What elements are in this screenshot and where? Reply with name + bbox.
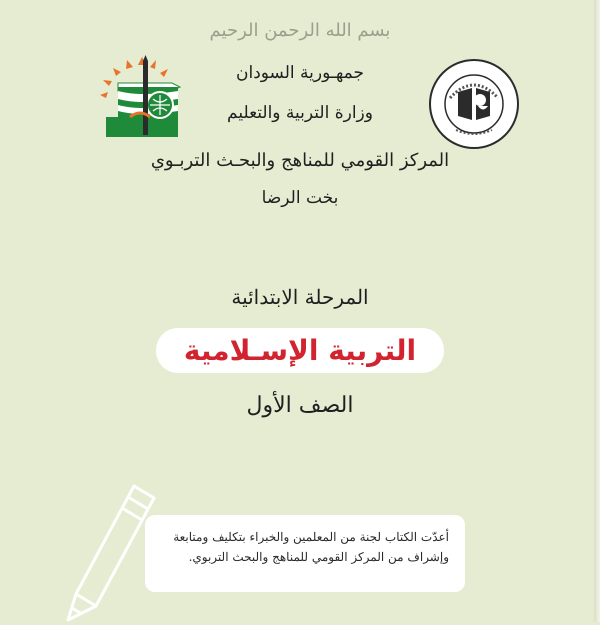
title-banner — [0, 328, 600, 373]
school-stage: المرحلة الابتدائية — [231, 285, 369, 309]
book-title: التربية الإسـلامية — [156, 328, 444, 373]
basmala-calligraphy: بسم الله الرحمن الرحيم — [209, 20, 391, 41]
authors-note-line: وإشراف من المركز القومي للمناهج والبحث التربوي. — [188, 550, 449, 564]
page-edge — [594, 0, 600, 622]
header-ministry: وزارة التربية والتعليم — [227, 103, 373, 123]
header-center: المركز القومي للمناهج والبحـث التربـوي — [150, 150, 450, 171]
grade-level: الصف الأول — [246, 393, 354, 418]
authors-note-line: أعدّت الكتاب لجنة من المعلمين والخبراء بتكليف ومتابعة — [173, 530, 449, 544]
authors-note — [145, 515, 465, 592]
header-location: بخت الرضا — [261, 188, 339, 208]
header-country: جمهـورية السودان — [235, 63, 365, 83]
